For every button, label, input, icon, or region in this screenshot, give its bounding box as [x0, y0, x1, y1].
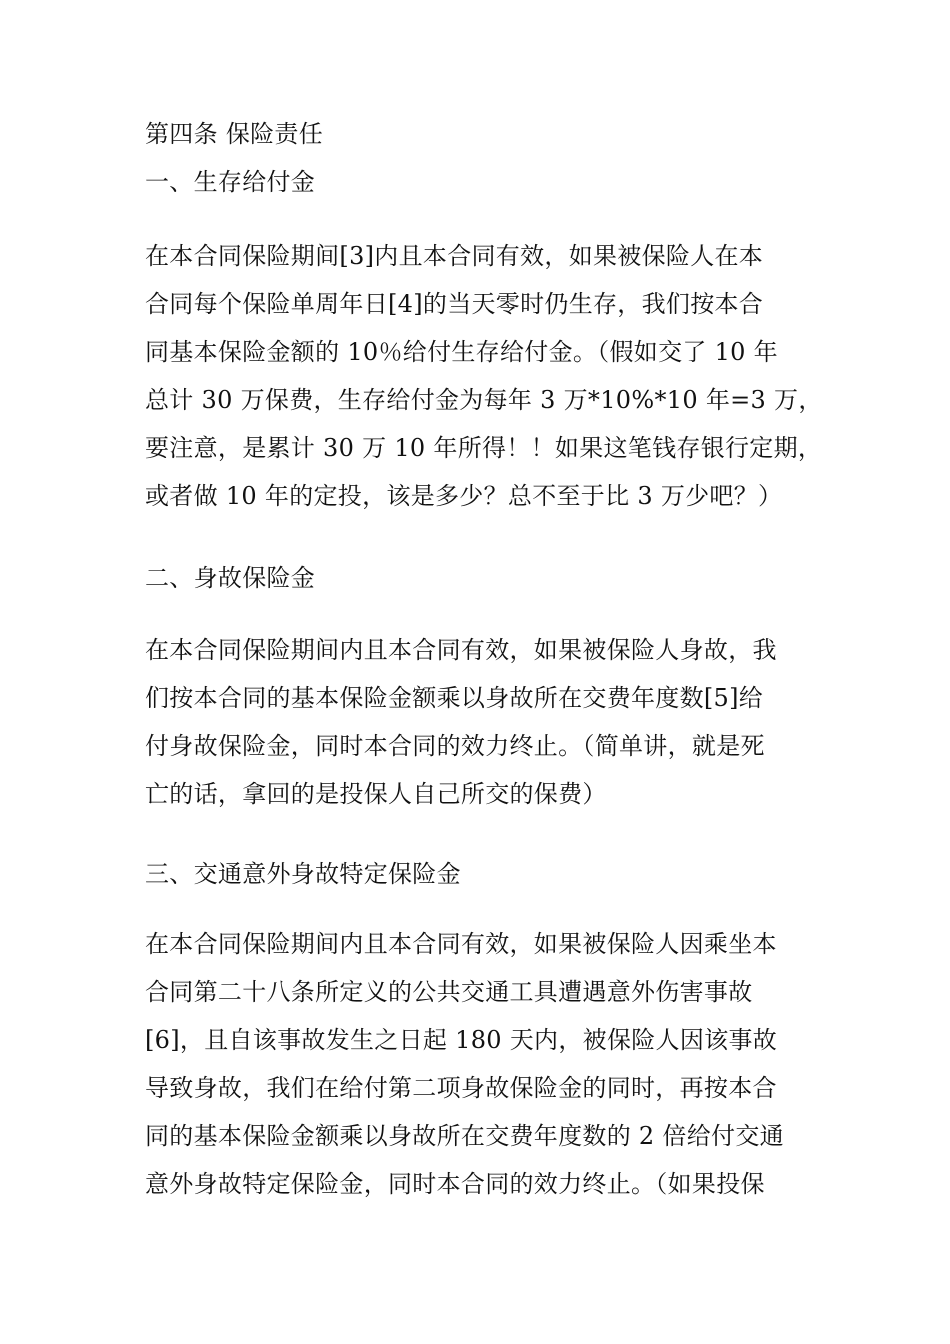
paragraph-line: 同的基本保险金额乘以身故所在交费年度数的 2 倍给付交通 — [145, 1122, 784, 1150]
section2-paragraph — [145, 626, 815, 818]
paragraph-line: 合同每个保险单周年日[4]的当天零时仍生存，我们按本合 — [145, 290, 764, 318]
header-block — [145, 110, 815, 206]
paragraph-line: 们按本合同的基本保险金额乘以身故所在交费年度数[5]给 — [145, 684, 764, 712]
section2-heading: 二、身故保险金 — [145, 564, 316, 592]
paragraph-line: 总计 30 万保费，生存给付金为每年 3 万*10%*10 年=3 万， — [145, 386, 823, 414]
section2-heading-block — [145, 554, 815, 602]
paragraph-line: 合同第二十八条所定义的公共交通工具遭遇意外伤害事故 — [145, 978, 753, 1006]
section3-heading: 三、交通意外身故特定保险金 — [145, 860, 461, 888]
paragraph-line: [6]，且自该事故发生之日起 180 天内，被保险人因该事故 — [145, 1026, 778, 1054]
paragraph-line: 同基本保险金额的 10％给付生存给付金。（假如交了 10 年 — [145, 338, 778, 366]
article-title: 第四条 保险责任 — [145, 120, 324, 148]
section1-heading: 一、生存给付金 — [145, 168, 316, 196]
paragraph-line: 要注意，是累计 30 万 10 年所得！！如果这笔钱存银行定期， — [145, 434, 823, 462]
paragraph-line: 付身故保险金，同时本合同的效力终止。（简单讲，就是死 — [145, 732, 765, 760]
section1-paragraph — [145, 232, 823, 520]
paragraph-line: 导致身故，我们在给付第二项身故保险金的同时，再按本合 — [145, 1074, 777, 1102]
section3-paragraph — [145, 920, 815, 1208]
paragraph-line: 意外身故特定保险金，同时本合同的效力终止。（如果投保 — [145, 1170, 765, 1198]
paragraph-line: 在本合同保险期间[3]内且本合同有效，如果被保险人在本 — [145, 242, 764, 270]
section3-heading-block — [145, 850, 815, 898]
paragraph-line: 或者做 10 年的定投，该是多少？总不至于比 3 万少吧？） — [145, 482, 783, 510]
paragraph-line: 在本合同保险期间内且本合同有效，如果被保险人身故，我 — [145, 636, 777, 664]
paragraph-line: 在本合同保险期间内且本合同有效，如果被保险人因乘坐本 — [145, 930, 777, 958]
paragraph-line: 亡的话，拿回的是投保人自己所交的保费） — [145, 780, 607, 808]
